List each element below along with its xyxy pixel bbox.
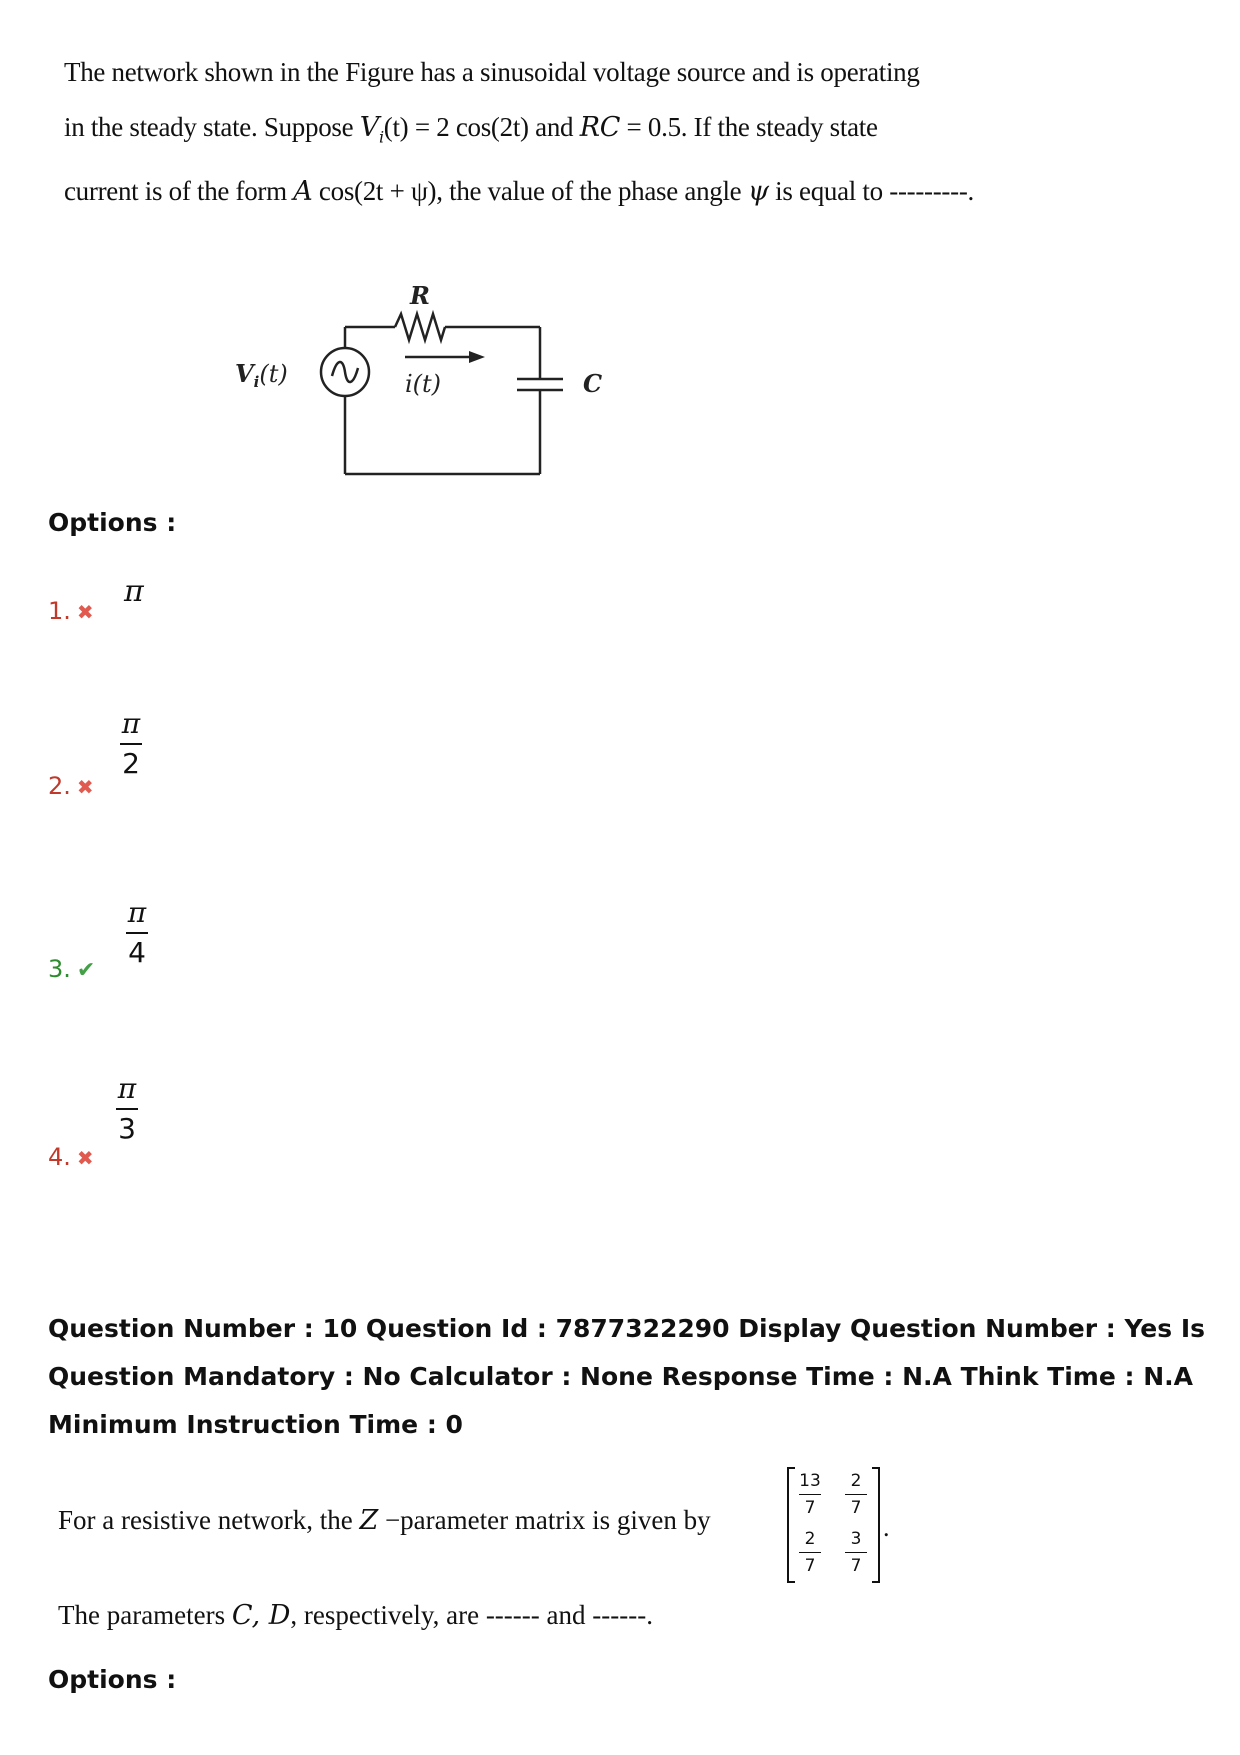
option-3-number[interactable]: 3. ✔ xyxy=(48,955,96,983)
correct-check-icon: ✔ xyxy=(76,958,96,983)
q10-options-heading: Options : xyxy=(48,1665,177,1694)
option-1-value[interactable]: π xyxy=(124,574,144,609)
option-2-number[interactable]: 2. ✖ xyxy=(48,772,94,800)
q9-line-3: current is of the form A cos(2t + ψ), the value of the phase angle ψ is equal to ---------. xyxy=(64,176,974,208)
matrix-cell-11: 13 7 xyxy=(799,1471,821,1518)
capacitor-label: C xyxy=(583,369,603,398)
option-3-value[interactable]: π 4 xyxy=(127,896,147,969)
matrix-cell-12: 2 7 xyxy=(841,1471,871,1518)
resistor-label: R xyxy=(410,281,430,310)
matrix-cell-22: 3 7 xyxy=(841,1529,871,1576)
rc-circuit-diagram xyxy=(235,262,615,492)
z-parameter-matrix xyxy=(785,1465,890,1585)
wrong-mark-icon: ✖ xyxy=(76,775,94,799)
q9-line-1: The network shown in the Figure has a sinusoidal voltage source and is operating xyxy=(64,57,920,87)
option-4-number[interactable]: 4. ✖ xyxy=(48,1143,94,1171)
sine-wave-icon xyxy=(332,362,358,382)
option-4-value[interactable]: π 3 xyxy=(117,1072,137,1145)
resistor-symbol xyxy=(395,314,445,340)
wrong-mark-icon: ✖ xyxy=(76,600,94,624)
wrong-mark-icon: ✖ xyxy=(76,1146,94,1170)
q10-line-2: The parameters C, D, respectively, are ------ and ------. xyxy=(58,1600,653,1631)
current-arrow-head-icon xyxy=(469,351,485,363)
source-label: $V_i(t)$ xyxy=(235,359,288,391)
option-1-number[interactable]: 1. ✖ xyxy=(48,597,94,625)
question-9-text xyxy=(64,45,974,219)
options-heading: Options : xyxy=(48,508,177,537)
matrix-period: . xyxy=(883,1513,890,1542)
q10-line-1: For a resistive network, the Z −parameter matrix is given by xyxy=(58,1505,711,1536)
option-2-value[interactable]: π 2 xyxy=(121,707,141,780)
question-10-metadata: Question Number : 10 Question Id : 7877322290 Display Question Number : Yes Is Question Mandatory : No Calculator : None Response Time : N.A Think Time : N.A Minimum Instruction Time : 0 xyxy=(48,1314,1206,1439)
q9-line-2: in the steady state. Suppose $V_i(t) = 2$ cos(2t) and RC = 0.5. If the steady state xyxy=(64,112,878,147)
matrix-cell-21: 2 7 xyxy=(795,1529,825,1576)
current-label: i(t) xyxy=(405,370,442,398)
